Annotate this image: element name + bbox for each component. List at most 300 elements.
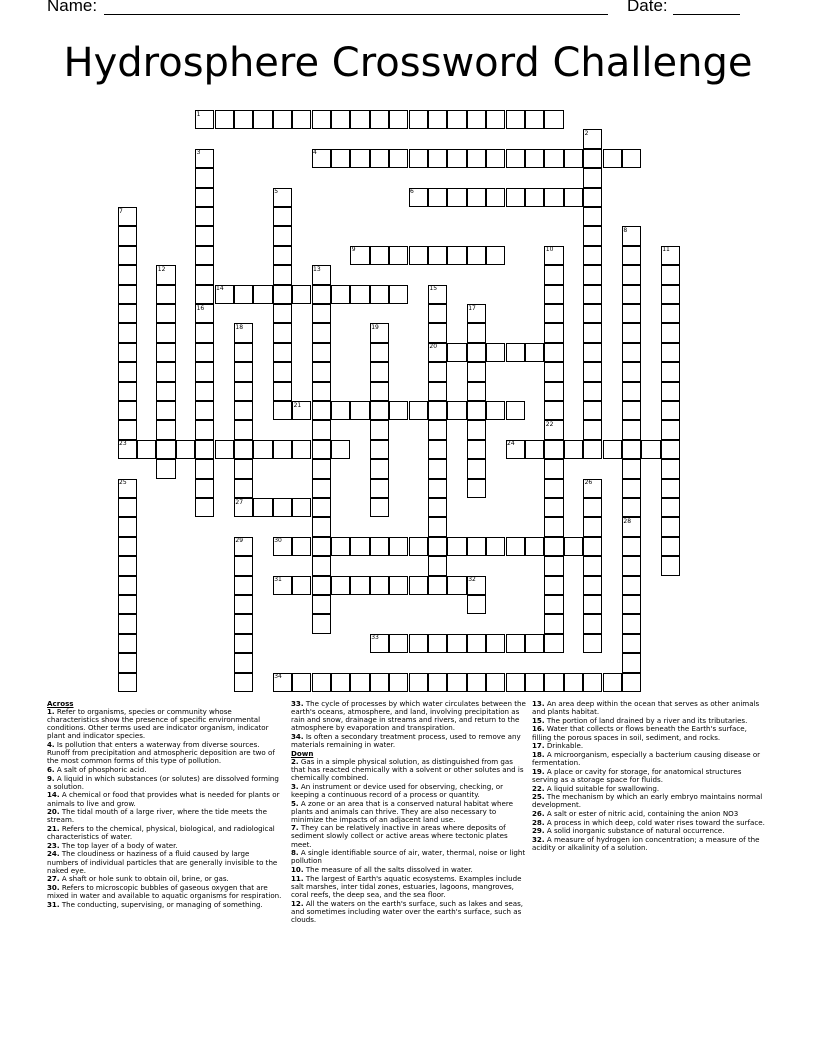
grid-cell[interactable] (195, 246, 214, 265)
grid-cell[interactable] (312, 382, 331, 401)
grid-cell[interactable] (447, 246, 466, 265)
grid-cell[interactable] (312, 285, 331, 304)
grid-cell[interactable] (312, 479, 331, 498)
grid-cell[interactable] (467, 673, 486, 692)
grid-cell[interactable] (409, 576, 428, 595)
grid-cell[interactable] (661, 498, 680, 517)
grid-cell[interactable] (544, 265, 563, 284)
grid-cell[interactable] (486, 634, 505, 653)
grid-cell[interactable] (583, 614, 602, 633)
grid-cell[interactable] (234, 459, 253, 478)
grid-cell[interactable] (622, 304, 641, 323)
grid-cell[interactable] (350, 149, 369, 168)
grid-cell[interactable] (544, 401, 563, 420)
grid-cell[interactable] (447, 188, 466, 207)
grid-cell[interactable] (661, 420, 680, 439)
grid-cell[interactable] (583, 556, 602, 575)
grid-cell[interactable] (506, 343, 525, 362)
grid-cell[interactable] (603, 673, 622, 692)
grid-cell[interactable] (467, 537, 486, 556)
grid-cell[interactable] (467, 362, 486, 381)
grid-cell[interactable] (486, 673, 505, 692)
grid-cell[interactable] (467, 188, 486, 207)
grid-cell[interactable] (447, 110, 466, 129)
grid-cell[interactable] (312, 401, 331, 420)
grid-cell[interactable] (195, 168, 214, 187)
grid-cell[interactable] (661, 265, 680, 284)
grid-cell[interactable] (273, 304, 292, 323)
grid-cell[interactable] (622, 382, 641, 401)
grid-cell[interactable] (312, 498, 331, 517)
grid-cell[interactable] (525, 110, 544, 129)
grid-cell[interactable] (544, 110, 563, 129)
grid-cell[interactable] (118, 634, 137, 653)
grid-cell[interactable] (544, 517, 563, 536)
grid-cell[interactable] (234, 653, 253, 672)
grid-cell[interactable] (506, 673, 525, 692)
grid-cell[interactable] (622, 595, 641, 614)
grid-cell[interactable] (564, 440, 583, 459)
grid-cell[interactable] (195, 285, 214, 304)
grid-cell[interactable] (273, 110, 292, 129)
grid-cell[interactable] (661, 401, 680, 420)
grid-cell[interactable] (583, 401, 602, 420)
grid-cell[interactable] (273, 226, 292, 245)
grid-cell[interactable] (622, 498, 641, 517)
grid-cell[interactable] (312, 556, 331, 575)
grid-cell[interactable] (428, 498, 447, 517)
grid-cell[interactable] (312, 440, 331, 459)
grid-cell[interactable] (583, 168, 602, 187)
grid-cell[interactable] (312, 595, 331, 614)
grid-cell[interactable] (583, 207, 602, 226)
grid-cell[interactable] (370, 382, 389, 401)
grid-cell[interactable] (312, 537, 331, 556)
grid-cell[interactable] (156, 440, 175, 459)
grid-cell[interactable] (428, 188, 447, 207)
grid-cell[interactable] (409, 537, 428, 556)
grid-cell[interactable] (661, 285, 680, 304)
grid-cell[interactable] (195, 382, 214, 401)
grid-cell[interactable] (544, 323, 563, 342)
grid-cell[interactable] (370, 479, 389, 498)
grid-cell[interactable] (118, 265, 137, 284)
grid-cell[interactable] (583, 382, 602, 401)
grid-cell[interactable] (312, 517, 331, 536)
grid-cell[interactable] (428, 537, 447, 556)
grid-cell[interactable] (544, 188, 563, 207)
grid-cell[interactable] (370, 401, 389, 420)
grid-cell[interactable] (195, 207, 214, 226)
grid-cell[interactable] (506, 110, 525, 129)
grid-cell[interactable] (118, 226, 137, 245)
grid-cell[interactable] (661, 537, 680, 556)
grid-cell[interactable] (583, 537, 602, 556)
grid-cell[interactable] (118, 517, 137, 536)
grid-cell[interactable] (350, 110, 369, 129)
grid-cell[interactable] (389, 401, 408, 420)
grid-cell[interactable] (312, 673, 331, 692)
grid-cell[interactable] (292, 673, 311, 692)
grid-cell[interactable] (544, 440, 563, 459)
grid-cell[interactable] (273, 323, 292, 342)
grid-cell[interactable] (467, 595, 486, 614)
grid-cell[interactable] (525, 634, 544, 653)
grid-cell[interactable] (137, 440, 156, 459)
grid-cell[interactable] (176, 440, 195, 459)
grid-cell[interactable] (583, 188, 602, 207)
grid-cell[interactable] (156, 420, 175, 439)
grid-cell[interactable] (447, 576, 466, 595)
grid-cell[interactable] (467, 110, 486, 129)
grid-cell[interactable] (370, 498, 389, 517)
grid-cell[interactable] (234, 285, 253, 304)
grid-cell[interactable] (467, 401, 486, 420)
grid-cell[interactable] (622, 149, 641, 168)
grid-cell[interactable] (215, 110, 234, 129)
grid-cell[interactable] (312, 420, 331, 439)
grid-cell[interactable] (118, 343, 137, 362)
grid-cell[interactable] (234, 343, 253, 362)
grid-cell[interactable] (118, 304, 137, 323)
grid-cell[interactable] (370, 285, 389, 304)
grid-cell[interactable] (661, 343, 680, 362)
grid-cell[interactable] (370, 673, 389, 692)
grid-cell[interactable] (195, 226, 214, 245)
grid-cell[interactable] (467, 323, 486, 342)
grid-cell[interactable] (622, 401, 641, 420)
grid-cell[interactable] (467, 459, 486, 478)
grid-cell[interactable] (661, 459, 680, 478)
grid-cell[interactable] (544, 537, 563, 556)
grid-cell[interactable] (544, 479, 563, 498)
grid-cell[interactable] (544, 362, 563, 381)
grid-cell[interactable] (467, 382, 486, 401)
grid-cell[interactable] (506, 149, 525, 168)
grid-cell[interactable] (622, 459, 641, 478)
grid-cell[interactable] (544, 498, 563, 517)
grid-cell[interactable] (118, 498, 137, 517)
grid-cell[interactable] (428, 420, 447, 439)
grid-cell[interactable] (622, 634, 641, 653)
grid-cell[interactable] (409, 110, 428, 129)
grid-cell[interactable] (331, 110, 350, 129)
grid-cell[interactable] (312, 362, 331, 381)
grid-cell[interactable] (156, 459, 175, 478)
grid-cell[interactable] (447, 149, 466, 168)
grid-cell[interactable] (428, 246, 447, 265)
grid-cell[interactable] (661, 479, 680, 498)
grid-cell[interactable] (156, 401, 175, 420)
grid-cell[interactable] (389, 285, 408, 304)
grid-cell[interactable] (253, 498, 272, 517)
grid-cell[interactable] (312, 614, 331, 633)
grid-cell[interactable] (370, 537, 389, 556)
grid-cell[interactable] (234, 576, 253, 595)
grid-cell[interactable] (583, 420, 602, 439)
grid-cell[interactable] (234, 382, 253, 401)
grid-cell[interactable] (428, 440, 447, 459)
grid-cell[interactable] (253, 110, 272, 129)
grid-cell[interactable] (292, 537, 311, 556)
grid-cell[interactable] (350, 537, 369, 556)
grid-cell[interactable] (603, 149, 622, 168)
grid-cell[interactable] (370, 440, 389, 459)
grid-cell[interactable] (486, 110, 505, 129)
grid-cell[interactable] (118, 420, 137, 439)
grid-cell[interactable] (467, 634, 486, 653)
grid-cell[interactable] (544, 285, 563, 304)
grid-cell[interactable] (661, 440, 680, 459)
grid-cell[interactable] (409, 634, 428, 653)
grid-cell[interactable] (622, 343, 641, 362)
grid-cell[interactable] (118, 576, 137, 595)
grid-cell[interactable] (118, 246, 137, 265)
grid-cell[interactable] (622, 285, 641, 304)
grid-cell[interactable] (583, 226, 602, 245)
grid-cell[interactable] (118, 614, 137, 633)
grid-cell[interactable] (389, 246, 408, 265)
grid-cell[interactable] (409, 149, 428, 168)
grid-cell[interactable] (389, 673, 408, 692)
grid-cell[interactable] (195, 498, 214, 517)
grid-cell[interactable] (370, 343, 389, 362)
grid-cell[interactable] (331, 285, 350, 304)
grid-cell[interactable] (428, 556, 447, 575)
grid-cell[interactable] (312, 304, 331, 323)
grid-cell[interactable] (544, 614, 563, 633)
grid-cell[interactable] (486, 246, 505, 265)
grid-cell[interactable] (525, 149, 544, 168)
grid-cell[interactable] (156, 304, 175, 323)
grid-cell[interactable] (428, 479, 447, 498)
grid-cell[interactable] (234, 595, 253, 614)
grid-cell[interactable] (525, 673, 544, 692)
grid-cell[interactable] (273, 440, 292, 459)
grid-cell[interactable] (350, 673, 369, 692)
grid-cell[interactable] (447, 634, 466, 653)
grid-cell[interactable] (273, 246, 292, 265)
grid-cell[interactable] (583, 634, 602, 653)
grid-cell[interactable] (544, 459, 563, 478)
grid-cell[interactable] (389, 576, 408, 595)
grid-cell[interactable] (273, 207, 292, 226)
grid-cell[interactable] (409, 246, 428, 265)
grid-cell[interactable] (583, 323, 602, 342)
grid-cell[interactable] (661, 323, 680, 342)
grid-cell[interactable] (428, 673, 447, 692)
grid-cell[interactable] (506, 188, 525, 207)
grid-cell[interactable] (195, 401, 214, 420)
grid-cell[interactable] (564, 537, 583, 556)
grid-cell[interactable] (622, 614, 641, 633)
grid-cell[interactable] (331, 401, 350, 420)
grid-cell[interactable] (428, 382, 447, 401)
grid-cell[interactable] (331, 149, 350, 168)
grid-cell[interactable] (234, 420, 253, 439)
grid-cell[interactable] (156, 343, 175, 362)
grid-cell[interactable] (583, 440, 602, 459)
grid-cell[interactable] (506, 537, 525, 556)
grid-cell[interactable] (428, 304, 447, 323)
grid-cell[interactable] (622, 537, 641, 556)
grid-cell[interactable] (331, 673, 350, 692)
grid-cell[interactable] (118, 323, 137, 342)
grid-cell[interactable] (486, 188, 505, 207)
grid-cell[interactable] (234, 673, 253, 692)
grid-cell[interactable] (583, 149, 602, 168)
grid-cell[interactable] (428, 362, 447, 381)
grid-cell[interactable] (428, 149, 447, 168)
grid-cell[interactable] (428, 110, 447, 129)
grid-cell[interactable] (118, 382, 137, 401)
grid-cell[interactable] (292, 440, 311, 459)
grid-cell[interactable] (622, 440, 641, 459)
grid-cell[interactable] (118, 595, 137, 614)
grid-cell[interactable] (447, 343, 466, 362)
grid-cell[interactable] (292, 110, 311, 129)
grid-cell[interactable] (195, 362, 214, 381)
grid-cell[interactable] (118, 537, 137, 556)
grid-cell[interactable] (389, 537, 408, 556)
grid-cell[interactable] (661, 304, 680, 323)
grid-cell[interactable] (350, 576, 369, 595)
grid-cell[interactable] (447, 401, 466, 420)
grid-cell[interactable] (253, 440, 272, 459)
grid-cell[interactable] (156, 382, 175, 401)
grid-cell[interactable] (525, 440, 544, 459)
grid-cell[interactable] (350, 401, 369, 420)
grid-cell[interactable] (583, 343, 602, 362)
grid-cell[interactable] (583, 362, 602, 381)
grid-cell[interactable] (486, 401, 505, 420)
grid-cell[interactable] (156, 323, 175, 342)
grid-cell[interactable] (312, 323, 331, 342)
grid-cell[interactable] (195, 479, 214, 498)
grid-cell[interactable] (544, 343, 563, 362)
grid-cell[interactable] (564, 188, 583, 207)
grid-cell[interactable] (409, 673, 428, 692)
grid-cell[interactable] (156, 362, 175, 381)
grid-cell[interactable] (195, 420, 214, 439)
grid-cell[interactable] (467, 420, 486, 439)
grid-cell[interactable] (506, 401, 525, 420)
grid-cell[interactable] (525, 537, 544, 556)
grid-cell[interactable] (544, 382, 563, 401)
grid-cell[interactable] (389, 634, 408, 653)
grid-cell[interactable] (525, 188, 544, 207)
grid-cell[interactable] (544, 304, 563, 323)
grid-cell[interactable] (544, 673, 563, 692)
grid-cell[interactable] (234, 401, 253, 420)
grid-cell[interactable] (273, 285, 292, 304)
grid-cell[interactable] (447, 537, 466, 556)
grid-cell[interactable] (583, 517, 602, 536)
grid-cell[interactable] (156, 285, 175, 304)
grid-cell[interactable] (389, 110, 408, 129)
grid-cell[interactable] (428, 323, 447, 342)
grid-cell[interactable] (370, 576, 389, 595)
grid-cell[interactable] (118, 653, 137, 672)
grid-cell[interactable] (253, 285, 272, 304)
grid-cell[interactable] (331, 537, 350, 556)
grid-cell[interactable] (583, 304, 602, 323)
grid-cell[interactable] (486, 343, 505, 362)
grid-cell[interactable] (622, 673, 641, 692)
grid-cell[interactable] (234, 110, 253, 129)
grid-cell[interactable] (583, 673, 602, 692)
grid-cell[interactable] (234, 362, 253, 381)
grid-cell[interactable] (370, 149, 389, 168)
grid-cell[interactable] (661, 382, 680, 401)
grid-cell[interactable] (234, 634, 253, 653)
grid-cell[interactable] (312, 459, 331, 478)
grid-cell[interactable] (389, 149, 408, 168)
grid-cell[interactable] (370, 110, 389, 129)
grid-cell[interactable] (195, 188, 214, 207)
grid-cell[interactable] (370, 420, 389, 439)
grid-cell[interactable] (583, 246, 602, 265)
grid-cell[interactable] (583, 285, 602, 304)
grid-cell[interactable] (428, 459, 447, 478)
grid-cell[interactable] (195, 459, 214, 478)
grid-cell[interactable] (467, 479, 486, 498)
grid-cell[interactable] (622, 420, 641, 439)
grid-cell[interactable] (583, 265, 602, 284)
grid-cell[interactable] (312, 343, 331, 362)
grid-cell[interactable] (331, 576, 350, 595)
grid-cell[interactable] (428, 634, 447, 653)
grid-cell[interactable] (234, 556, 253, 575)
grid-cell[interactable] (564, 149, 583, 168)
grid-cell[interactable] (312, 110, 331, 129)
grid-cell[interactable] (428, 576, 447, 595)
grid-cell[interactable] (622, 246, 641, 265)
grid-cell[interactable] (118, 401, 137, 420)
grid-cell[interactable] (544, 576, 563, 595)
grid-cell[interactable] (544, 634, 563, 653)
grid-cell[interactable] (292, 576, 311, 595)
grid-cell[interactable] (622, 576, 641, 595)
grid-cell[interactable] (661, 556, 680, 575)
grid-cell[interactable] (312, 576, 331, 595)
grid-cell[interactable] (428, 517, 447, 536)
grid-cell[interactable] (661, 362, 680, 381)
grid-cell[interactable] (583, 595, 602, 614)
grid-cell[interactable] (331, 440, 350, 459)
grid-cell[interactable] (234, 614, 253, 633)
grid-cell[interactable] (118, 556, 137, 575)
grid-cell[interactable] (118, 673, 137, 692)
grid-cell[interactable] (273, 498, 292, 517)
grid-cell[interactable] (544, 149, 563, 168)
grid-cell[interactable] (273, 343, 292, 362)
grid-cell[interactable] (273, 362, 292, 381)
grid-cell[interactable] (234, 479, 253, 498)
grid-cell[interactable] (467, 149, 486, 168)
grid-cell[interactable] (641, 440, 660, 459)
grid-cell[interactable] (370, 362, 389, 381)
grid-cell[interactable] (409, 401, 428, 420)
grid-cell[interactable] (292, 498, 311, 517)
grid-cell[interactable] (661, 517, 680, 536)
grid-cell[interactable] (273, 401, 292, 420)
grid-cell[interactable] (467, 246, 486, 265)
grid-cell[interactable] (273, 382, 292, 401)
grid-cell[interactable] (622, 362, 641, 381)
grid-cell[interactable] (467, 440, 486, 459)
grid-cell[interactable] (506, 634, 525, 653)
